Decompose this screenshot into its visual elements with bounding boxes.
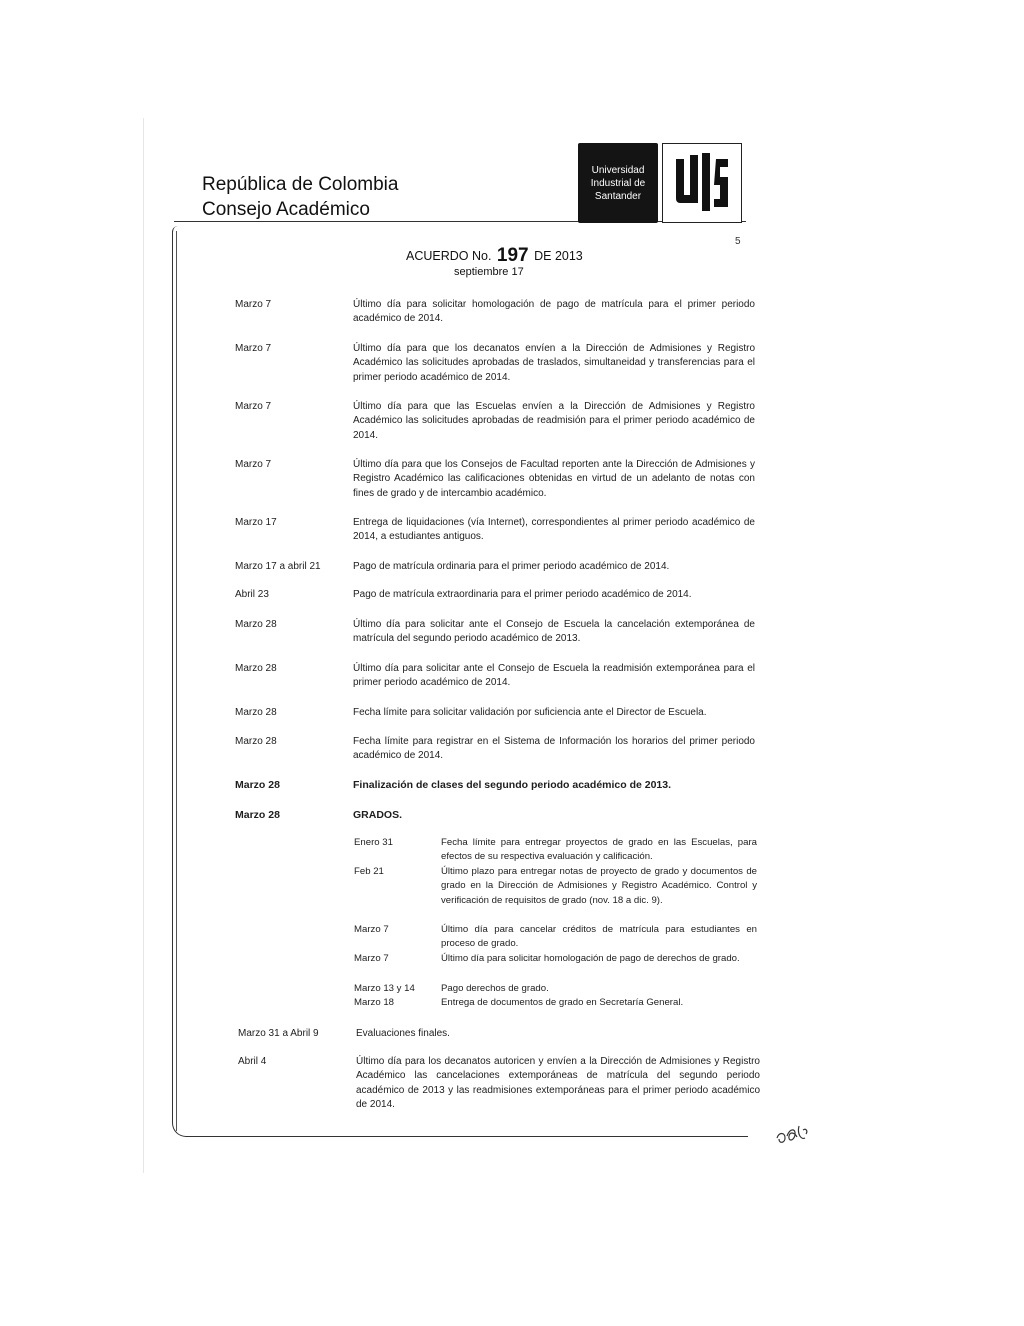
entry-text: Finalización de clases del segundo periodo académico de 2013.: [353, 779, 672, 791]
grados-text: Pago derechos de grado.: [441, 983, 549, 994]
grados-date: Marzo 13 y 14: [354, 983, 415, 994]
entry-text: Último día para que los decanatos envíen a la Dirección de Admisiones y Registro Académico las solicitudes aprobadas de traslados, simultaneidad y transferencias para el primer periodo académico de 2014.: [353, 343, 755, 383]
agreement-number: 197: [496, 245, 529, 266]
entry-text: Último día para solicitar ante el Consejo de Escuela la readmisión extemporánea para el primer periodo académico de 2014.: [353, 663, 755, 689]
entry-text: Último día para solicitar ante el Consejo de Escuela la cancelación extemporánea de matrícula del segundo periodo académico de 2013.: [353, 619, 755, 645]
agreement-date: septiembre 17: [454, 266, 524, 278]
entry-date: Marzo 28: [235, 779, 280, 791]
entry-date: Marzo 7: [235, 459, 272, 470]
logo-line-2: Industrial de: [590, 177, 646, 189]
entry-text: Fecha límite para solicitar validación por suficiencia ante el Director de Escuela.: [353, 707, 707, 718]
entry-date: Marzo 28: [235, 809, 280, 821]
logo-line-1: Universidad: [591, 164, 645, 176]
grados-text: Último día para solicitar homologación de pago de derechos de grado.: [441, 953, 740, 964]
entry-date: Marzo 28: [235, 736, 277, 747]
logo-line-3: Santander: [594, 190, 642, 202]
entry-date: Marzo 7: [235, 343, 272, 354]
page-edge: [143, 118, 144, 1173]
grados-text: Último plazo para entregar notas de proyecto de grado y documentos de grado en la Dirección de Admisiones y Registro Académico. Control y verificación de requisitos de grado (nov. 18 a dic. 9).: [441, 866, 757, 906]
grados-date: Marzo 7: [354, 924, 389, 935]
entry-text: Fecha límite para registrar en el Sistema de Información los horarios del primer periodo académico de 2014.: [353, 736, 755, 762]
entry-date: Abril 23: [235, 589, 269, 600]
frame-inner-rule: [176, 231, 177, 1131]
entry-date: Marzo 31 a Abril 9: [238, 1028, 319, 1039]
entry-text: Evaluaciones finales.: [356, 1028, 450, 1039]
grados-heading: GRADOS.: [353, 809, 403, 821]
document-header: [202, 172, 398, 222]
entry-text: Último día para los decanatos autoricen y envíen a la Dirección de Admisiones y Registro Académico las cancelaciones extemporáneas de matrícula del segundo periodo académico de 2013 y las readmisiones extemporáneas para el primer periodo académico de 2014.: [356, 1056, 760, 1110]
entry-date: Marzo 7: [235, 401, 272, 412]
entry-date: Abril 4: [238, 1056, 267, 1067]
entry-text: Pago de matrícula ordinaria para el primer periodo académico de 2014.: [353, 561, 670, 572]
entry-date: Marzo 28: [235, 663, 277, 674]
entry-date: Marzo 7: [235, 299, 272, 310]
grados-date: Enero 31: [354, 837, 393, 848]
university-logo: [578, 143, 658, 223]
uis-logo-icon: [662, 143, 742, 223]
signature-initials: [773, 1116, 813, 1148]
entry-date: Marzo 17: [235, 517, 277, 528]
page-number: 5: [735, 236, 741, 247]
entry-text: Pago de matrícula extraordinaria para el primer periodo académico de 2014.: [353, 589, 692, 600]
entry-text: Último día para que los Consejos de Facultad reporten ante la Dirección de Admisiones y Registro Académico las calificaciones obtenidas en virtud de un adelanto de notas con fines de grado y de intercambio académico.: [353, 459, 755, 499]
header-rule: [174, 221, 746, 222]
grados-date: Feb 21: [354, 866, 384, 877]
grados-text: Último día para cancelar créditos de matrícula para estudiantes en proceso de grado.: [441, 924, 757, 950]
entry-text: Último día para que las Escuelas envíen a la Dirección de Admisiones y Registro Académico las solicitudes aprobadas de readmisión para el primer periodo académico de 2014.: [353, 401, 755, 441]
entry-date: Marzo 17 a abril 21: [235, 561, 321, 572]
republic-title: República de Colombia: [202, 174, 399, 195]
agreement-suffix: DE 2013: [534, 249, 583, 263]
grados-date: Marzo 18: [354, 997, 394, 1008]
council-title: Consejo Académico: [202, 199, 370, 220]
entry-text: Último día para solicitar homologación de pago de matrícula para el primer periodo académico de 2014.: [353, 299, 755, 325]
entry-date: Marzo 28: [235, 619, 277, 630]
grados-date: Marzo 7: [354, 953, 389, 964]
agreement-prefix: ACUERDO No.: [406, 249, 492, 263]
entry-date: Marzo 28: [235, 707, 277, 718]
grados-text: Entrega de documentos de grado en Secretaría General.: [441, 997, 684, 1008]
grados-text: Fecha límite para entregar proyectos de grado en las Escuelas, para efectos de su respectiva evaluación y calificación.: [441, 837, 757, 863]
agreement-title: [406, 245, 583, 267]
entry-text: Entrega de liquidaciones (vía Internet), correspondientes al primer periodo académico de 2014, a estudiantes antiguos.: [353, 517, 755, 543]
